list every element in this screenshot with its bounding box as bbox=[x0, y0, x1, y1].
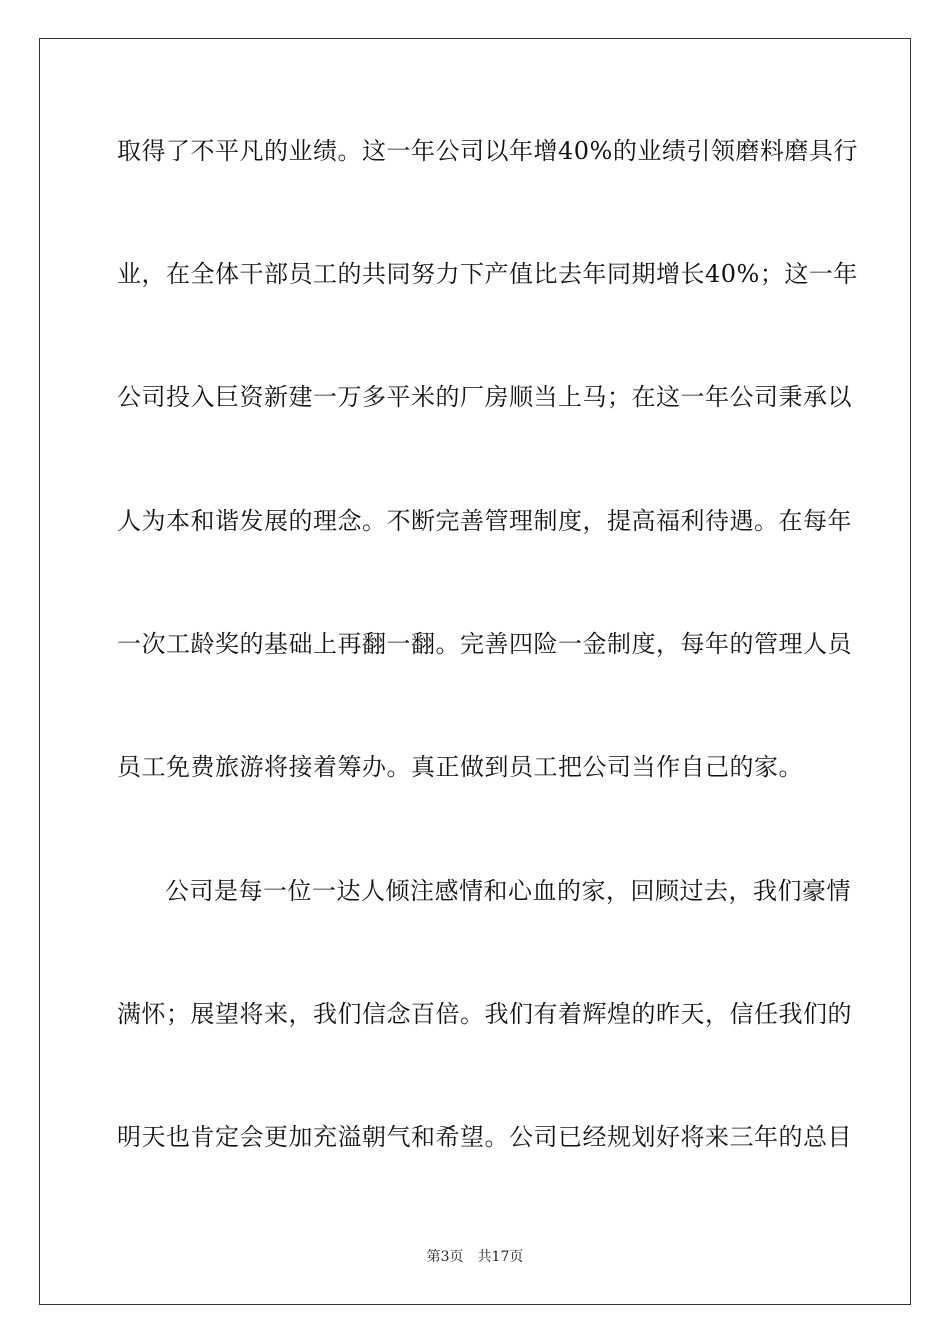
paragraph-line-5: 一次工龄奖的基础上再翻一翻。完善四险一金制度，每年的管理人员 bbox=[117, 630, 852, 658]
page-number: 第3页 bbox=[426, 1249, 464, 1265]
paragraph-line-7: 公司是每一位一达人倾注感情和心血的家，回顾过去，我们豪情 bbox=[165, 877, 851, 905]
page-total: 共17页 bbox=[477, 1249, 524, 1265]
paragraph-line-9: 明天也肯定会更加充溢朝气和希望。公司已经规划好将来三年的总目 bbox=[117, 1123, 852, 1151]
paragraph-line-3: 公司投入巨资新建一万多平米的厂房顺当上马；在这一年公司秉承以 bbox=[117, 383, 852, 411]
paragraph-line-2: 业，在全体干部员工的共同努力下产值比去年同期增长40%；这一年 bbox=[117, 260, 858, 288]
paragraph-line-4: 人为本和谐发展的理念。不断完善管理制度，提高福利待遇。在每年 bbox=[117, 507, 852, 535]
paragraph-line-6: 员工免费旅游将接着筹办。真正做到员工把公司当作自己的家。 bbox=[117, 753, 803, 781]
paragraph-line-8: 满怀；展望将来，我们信念百倍。我们有着辉煌的昨天，信任我们的 bbox=[117, 1000, 852, 1028]
page-footer bbox=[0, 1248, 950, 1266]
paragraph-line-1: 取得了不平凡的业绩。这一年公司以年增40%的业绩引领磨料磨具行 bbox=[117, 137, 858, 165]
page-border bbox=[39, 38, 911, 1305]
